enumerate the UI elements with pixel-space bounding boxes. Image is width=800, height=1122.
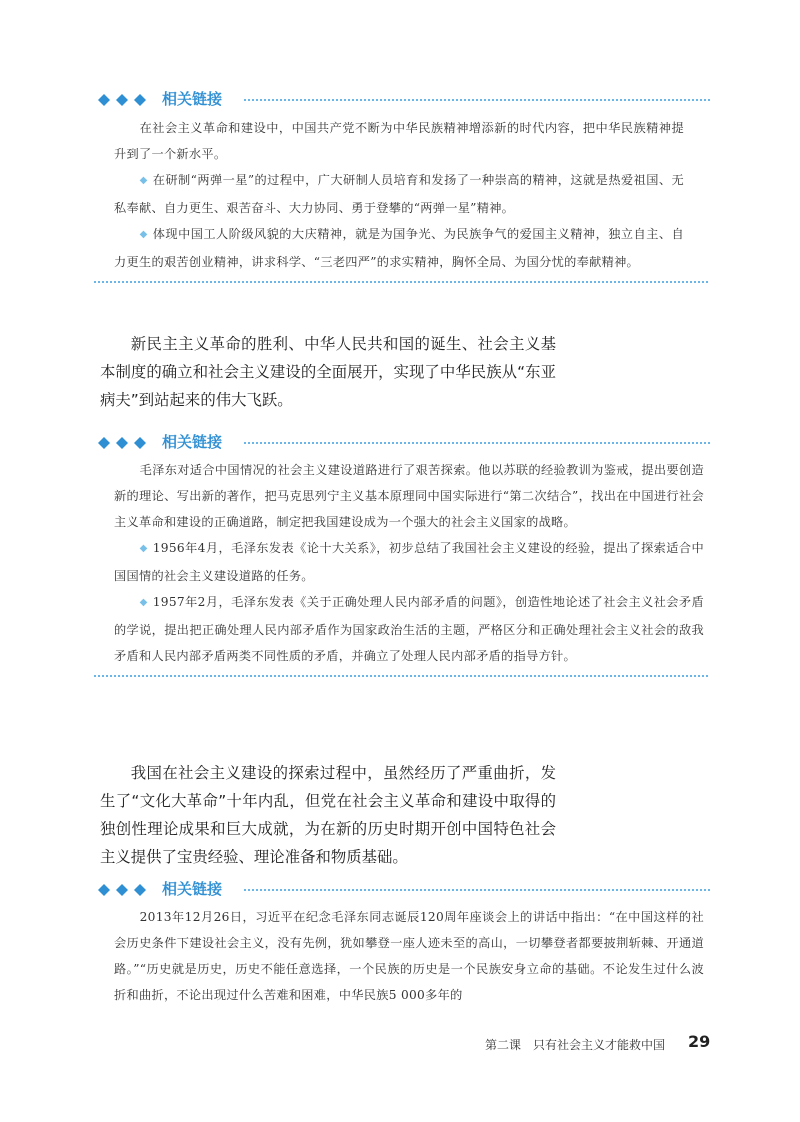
body-paragraph: 新民主主义革命的胜利、中华人民共和国的诞生、社会主义基本制度的确立和社会主义建设的全面展开，实现了中华民族从“东亚病夫”到站起来的伟大飞跃。 <box>100 335 556 409</box>
dotted-divider <box>244 99 710 101</box>
page-number: 29 <box>688 1032 711 1051</box>
diamond-bullets-icon <box>96 435 160 451</box>
diamond-bullet-icon: ◆ <box>139 229 148 240</box>
box-bullet: ◆ 在研制“两弹一星”的过程中，广大研制人员培育和发扬了一种崇高的精神，这就是热爱祖国、无私奉献、自力更生、艰苦奋斗、大力协同、勇于登攀的“两弹一星”精神。 <box>114 173 684 215</box>
box-intro: 毛泽东对适合中国情况的社会主义建设道路进行了艰苦探索。他以苏联的经验教训为鉴戒，提出要创造新的理论、写出新的著作，把马克思列宁主义基本原理同中国实际进行“第二次结合”，找出在中国进行社会主义革命和建设的正确道路，制定把我国建设成为一个强大的社会主义国家的战略。 <box>114 463 704 529</box>
box-title: 相关链接 <box>162 433 223 451</box>
dotted-divider <box>244 442 710 444</box>
box-bullet: ◆ 体现中国工人阶级风貌的大庆精神，就是为国争光、为民族争气的爱国主义精神，独立自主、自力更生的艰苦创业精神，讲求科学、“三老四严”的求实精神，胸怀全局、为国分忧的奉献精神。 <box>114 227 684 269</box>
box-bullet: ◆ 1956年4月，毛泽东发表《论十大关系》，初步总结了我国社会主义建设的经验，提出了探索适合中国国情的社会主义建设道路的任务。 <box>114 541 704 583</box>
footer-lesson-title: 第二课 只有社会主义才能救中国 <box>485 1038 666 1052</box>
dotted-divider <box>94 675 708 677</box>
box-header <box>96 431 712 455</box>
dotted-divider <box>244 889 710 891</box>
related-link-box-3 <box>96 878 712 1008</box>
dotted-divider <box>94 281 708 283</box>
related-link-box-2 <box>96 431 712 677</box>
related-link-box-1 <box>96 88 712 283</box>
box-header <box>96 88 712 112</box>
diamond-bullets-icon <box>96 92 160 108</box>
box-intro: 2013年12月26日，习近平在纪念毛泽东同志诞辰120周年座谈会上的讲话中指出：“在中国这样的社会历史条件下建设社会主义，没有先例，犹如攀登一座人迹未至的高山，一切攀登者都要披荆斩棘、开通道路。”“历史就是历史，历史不能任意选择，一个民族的历史是一个民族安身立命的基础。不论发生过什么波折和曲折，不论出现过什么苦难和困难，中华民族5 000多年的 <box>114 910 704 1002</box>
box-bullet: ◆ 1957年2月，毛泽东发表《关于正确处理人民内部矛盾的问题》，创造性地论述了社会主义社会矛盾的学说，提出把正确处理人民内部矛盾作为国家政治生活的主题，严格区分和正确处理社会主义社会的敌我矛盾和人民内部矛盾两类不同性质的矛盾，并确立了处理人民内部矛盾的指导方针。 <box>114 595 704 663</box>
box-title: 相关链接 <box>162 880 223 898</box>
box-header <box>96 878 712 902</box>
box-intro: 在社会主义革命和建设中，中国共产党不断为中华民族精神增添新的时代内容，把中华民族精神提升到了一个新水平。 <box>114 121 684 161</box>
diamond-bullet-icon: ◆ <box>139 175 148 186</box>
diamond-bullet-icon: ◆ <box>139 597 148 608</box>
diamond-bullets-icon <box>96 882 160 898</box>
box-title: 相关链接 <box>162 90 223 108</box>
body-paragraph: 我国在社会主义建设的探索过程中，虽然经历了严重曲折，发生了“文化大革命”十年内乱，但党在社会主义革命和建设中取得的独创性理论成果和巨大成就，为在新的历史时期开创中国特色社会主义提供了宝贵经验、理论准备和物质基础。 <box>100 764 556 866</box>
diamond-bullet-icon: ◆ <box>139 543 148 554</box>
